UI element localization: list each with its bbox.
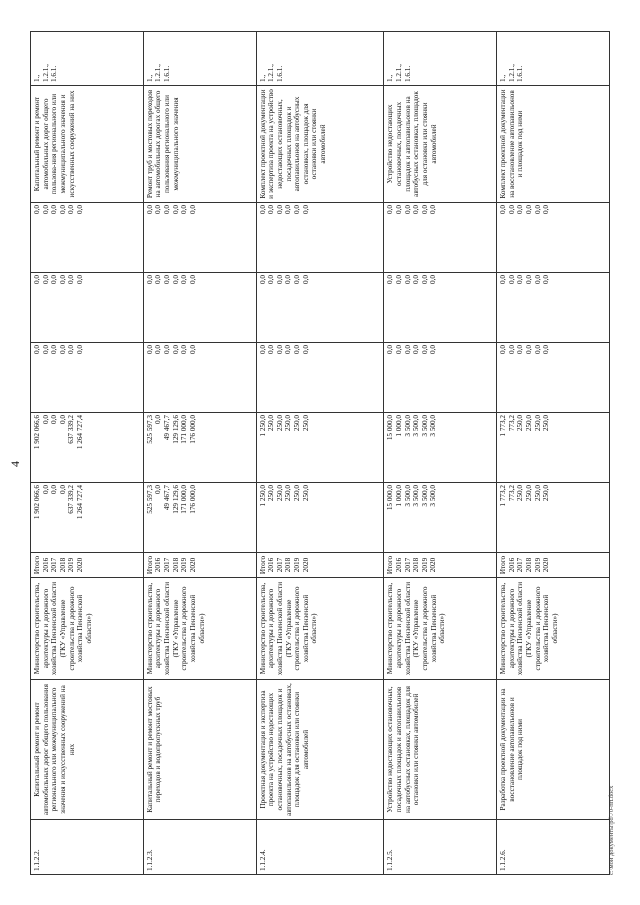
value: 1 250,0 [258, 485, 267, 507]
value: 0,0 [41, 205, 50, 214]
item-number: 1.1.2.4. [256, 820, 384, 875]
value: 1 773,2 [499, 415, 508, 437]
year-label: 2016 [154, 557, 163, 573]
value: 0,0 [50, 345, 59, 354]
value: 0,0 [293, 345, 301, 354]
item-number: 1.1.2.5. [384, 820, 497, 875]
years-list [499, 554, 551, 576]
expected-result: Комплект проектной документации на восстановление автопавильонов и площадок под ними [497, 86, 610, 203]
value: 0,0 [50, 275, 59, 284]
v4-list [386, 275, 438, 340]
value: 0,0 [533, 275, 542, 284]
value: 3 500,0 [429, 485, 438, 507]
value: 0,0 [420, 345, 429, 354]
v1-list [259, 485, 311, 550]
year-label: 2018 [171, 557, 180, 573]
value: 0,0 [507, 205, 516, 214]
value: 0,0 [499, 345, 508, 354]
value: 0,0 [516, 345, 525, 354]
value: 0,0 [171, 205, 180, 214]
value: 1 000,0 [394, 485, 403, 507]
year-label: 2018 [58, 557, 67, 573]
value: 0,0 [293, 205, 301, 214]
value: 0,0 [394, 205, 403, 214]
regional-budget-cell [256, 413, 384, 483]
activity-name: Капитальный ремонт и ремонт автомобильных дорог общего пользования регионального или межмуниципального значения и искусственных сооружений на них [31, 680, 144, 820]
local-budget-cell [256, 273, 384, 343]
link-list [386, 35, 412, 82]
activity-name: Устройство недостающих остановочных, посадочных площадок и автопавильонов на автобусных остановках, площадок для остановки или стоянки автомобилей [384, 680, 497, 820]
value: 250,0 [301, 415, 310, 432]
year-label: Итого [258, 555, 267, 575]
federal-budget-cell [31, 343, 144, 413]
link-list [499, 35, 525, 82]
value: 250,0 [293, 485, 301, 502]
value: 0,0 [188, 275, 197, 284]
total-funding-cell [31, 483, 144, 553]
value: 3 500,0 [412, 415, 421, 437]
indicator-link: 1.2.1., [41, 64, 50, 82]
indicator-link: 1., [499, 74, 508, 82]
value: 1 250,0 [258, 415, 267, 437]
value: 0,0 [499, 275, 508, 284]
value: 0,0 [75, 275, 84, 284]
indicator-link: 1.2.1., [154, 64, 163, 82]
v2-list [499, 415, 551, 480]
v3-list [33, 345, 85, 410]
value: 0,0 [301, 345, 310, 354]
value: 0,0 [33, 275, 41, 284]
value: 0,0 [145, 345, 154, 354]
indicator-link: 1.6.1. [163, 65, 171, 82]
value: 171 000,0 [180, 415, 189, 444]
v2-list [33, 415, 85, 480]
v5-list [499, 205, 551, 270]
value: 0,0 [301, 205, 310, 214]
year-label: 2017 [163, 557, 171, 573]
year-label: 2016 [394, 557, 403, 573]
v1-list [33, 485, 85, 550]
item-number: 1.1.2.2. [31, 820, 144, 875]
year-label: 2017 [403, 557, 412, 573]
value: 0,0 [301, 275, 310, 284]
value: 250,0 [524, 415, 533, 432]
executor: Министерство строительства, архитектуры и дорожного хозяйства Пензенской области (ГКУ «Управление строительства и дорожного хозяйства Пензенской области») [497, 578, 610, 680]
year-label: 2020 [429, 557, 438, 573]
activity-name: Капитальный ремонт и ремонт мостовых переходов и водопропускных труб [143, 680, 256, 820]
value: 0,0 [267, 205, 276, 214]
table-body [31, 32, 610, 875]
value: 0,0 [67, 345, 76, 354]
extrabudgetary-cell [31, 203, 144, 273]
year-label: Итого [386, 555, 395, 575]
years-cell [143, 553, 256, 578]
value: 250,0 [542, 485, 551, 502]
years-list [386, 554, 438, 576]
years-cell [384, 553, 497, 578]
value: 129 129,6 [171, 415, 180, 444]
value: 0,0 [275, 205, 284, 214]
year-label: Итого [33, 555, 41, 575]
value: 0,0 [188, 345, 197, 354]
value: 0,0 [154, 345, 163, 354]
value: 0,0 [284, 345, 293, 354]
value: 0,0 [58, 415, 67, 424]
extrabudgetary-cell [497, 203, 610, 273]
indicator-link: 1.6.1. [275, 65, 284, 82]
years-list [33, 554, 85, 576]
value: 0,0 [507, 345, 516, 354]
table-row [143, 32, 256, 875]
indicator-link: 1., [33, 74, 41, 82]
local-budget-cell [31, 273, 144, 343]
table-row [384, 32, 497, 875]
years-cell [31, 553, 144, 578]
table-row [497, 32, 610, 875]
value: 0,0 [516, 275, 525, 284]
total-funding-cell [497, 483, 610, 553]
value: 15 000,0 [386, 485, 395, 511]
value: 0,0 [524, 205, 533, 214]
value: 0,0 [67, 275, 76, 284]
value: 0,0 [50, 415, 59, 424]
value: 0,0 [386, 205, 395, 214]
value: 0,0 [429, 275, 438, 284]
link-list [259, 35, 285, 82]
indicator-link: 1., [258, 74, 267, 82]
table-row [31, 32, 144, 875]
years-list [259, 554, 311, 576]
value: 0,0 [180, 275, 189, 284]
year-label: 2016 [507, 557, 516, 573]
value: 171 000,0 [180, 485, 189, 514]
value: 0,0 [33, 345, 41, 354]
value: 0,0 [258, 205, 267, 214]
indicator-link: 1.6.1. [403, 65, 412, 82]
year-label: 2020 [75, 557, 84, 573]
value: 0,0 [516, 205, 525, 214]
value: 0,0 [163, 345, 171, 354]
activity-name: Проектная документация и экспертиза проекта на устройство недостающих остановочных, посадочных площадок и автопавильонов на автобусных остановках, площадок для остановки или стоянки автомобилей [256, 680, 384, 820]
value: 0,0 [41, 275, 50, 284]
indicator-link: 1., [145, 74, 154, 82]
v3-list [499, 345, 551, 410]
v1-list [386, 485, 438, 550]
value: 0,0 [507, 275, 516, 284]
regional-budget-cell [497, 413, 610, 483]
value: 0,0 [533, 205, 542, 214]
federal-budget-cell [256, 343, 384, 413]
indicator-link-cell [256, 32, 384, 86]
value: 3 500,0 [429, 415, 438, 437]
year-label: 2019 [180, 557, 189, 573]
value: 250,0 [533, 485, 542, 502]
expected-result: Капитальный ремонт и ремонт автомобильных дорог общего пользова-ния регионального или межмуниципального значения и искусственных сооружений на них [31, 86, 144, 203]
indicator-link: 1.6.1. [50, 65, 59, 82]
value: 0,0 [284, 275, 293, 284]
value: 0,0 [394, 275, 403, 284]
year-label: 2020 [188, 557, 197, 573]
value: 49 467,7 [163, 485, 171, 511]
year-label: 2018 [284, 557, 293, 573]
page-number: 4 [8, 461, 22, 467]
year-label: Итого [145, 555, 154, 575]
value: 0,0 [542, 345, 551, 354]
value: 0,0 [58, 485, 67, 494]
v1-list [146, 485, 198, 550]
value: 0,0 [420, 205, 429, 214]
total-funding-cell [256, 483, 384, 553]
year-label: 2020 [301, 557, 310, 573]
value: 3 500,0 [412, 485, 421, 507]
value: 3 500,0 [420, 415, 429, 437]
indicator-link-cell [31, 32, 144, 86]
indicator-link: 1.2.1., [394, 64, 403, 82]
expected-result: Ремонт труб и мостовых переходов на автомобильных дорогах общего пользования регионального или межмуниципального значения [143, 86, 256, 203]
value: 0,0 [403, 205, 412, 214]
federal-budget-cell [143, 343, 256, 413]
value: 250,0 [516, 415, 525, 432]
v4-list [146, 275, 198, 340]
value: 1 000,0 [394, 415, 403, 437]
value: 176 000,0 [188, 415, 197, 444]
local-budget-cell [384, 273, 497, 343]
value: 49 467,7 [163, 415, 171, 441]
value: 0,0 [33, 205, 41, 214]
value: 0,0 [67, 205, 76, 214]
value: 0,0 [75, 205, 84, 214]
value: 0,0 [163, 205, 171, 214]
value: 525 597,3 [145, 415, 154, 444]
value: 0,0 [412, 275, 421, 284]
value: 0,0 [429, 345, 438, 354]
value: 0,0 [542, 275, 551, 284]
value: 0,0 [58, 345, 67, 354]
value: 129 129,6 [171, 485, 180, 514]
value: 773,2 [507, 415, 516, 432]
item-number: 1.1.2.3. [143, 820, 256, 875]
value: 0,0 [75, 345, 84, 354]
regional-budget-cell [143, 413, 256, 483]
value: 0,0 [58, 275, 67, 284]
executor: Министерство строительства, архитектуры и дорожного хозяйства Пензенской области (ГКУ «Управление строительства и дорожного хозяйства Пензенской области») [143, 578, 256, 680]
total-funding-cell [384, 483, 497, 553]
executor: Министерство строительства, архитектуры и дорожного хозяйства Пензенской области (ГКУ «Управление строительства и дорожного хозяйства Пензенской области») [384, 578, 497, 680]
value: 3 500,0 [420, 485, 429, 507]
year-label: 2019 [293, 557, 301, 573]
v4-list [259, 275, 311, 340]
value: 176 000,0 [188, 485, 197, 514]
expected-result: Комплект проектной документации и экспертиза проекта на устройство недостающих остановочных, посадочных площадок и автопавильонов на автобусных остановках, площадок для остановки или стоянки автомобилей [256, 86, 384, 203]
value: 1 773,2 [499, 485, 508, 507]
value: 1 264 727,4 [75, 415, 84, 450]
value: 250,0 [542, 415, 551, 432]
years-cell [497, 553, 610, 578]
value: 0,0 [180, 205, 189, 214]
v5-list [386, 205, 438, 270]
years-cell [256, 553, 384, 578]
value: 0,0 [180, 345, 189, 354]
year-label: Итого [499, 555, 508, 575]
indicator-link-cell [497, 32, 610, 86]
value: 0,0 [258, 345, 267, 354]
value: 0,0 [267, 275, 276, 284]
value: 250,0 [293, 415, 301, 432]
v1-list [499, 485, 551, 550]
value: 0,0 [524, 345, 533, 354]
value: 0,0 [41, 345, 50, 354]
value: 0,0 [284, 205, 293, 214]
federal-budget-cell [497, 343, 610, 413]
value: 1 902 066,6 [33, 415, 41, 450]
v5-list [33, 205, 85, 270]
value: 0,0 [429, 205, 438, 214]
value: 250,0 [516, 485, 525, 502]
value: 0,0 [154, 275, 163, 284]
value: 250,0 [284, 415, 293, 432]
local-budget-cell [497, 273, 610, 343]
value: 250,0 [533, 415, 542, 432]
value: 0,0 [499, 205, 508, 214]
years-list [146, 554, 198, 576]
value: 0,0 [542, 205, 551, 214]
value: 0,0 [50, 485, 59, 494]
indicator-link: 1.2.1., [507, 64, 516, 82]
year-label: 2019 [67, 557, 76, 573]
value: 0,0 [524, 275, 533, 284]
value: 0,0 [275, 275, 284, 284]
value: 0,0 [403, 345, 412, 354]
link-list [33, 35, 59, 82]
year-label: 2019 [533, 557, 542, 573]
value: 250,0 [524, 485, 533, 502]
regional-budget-cell [31, 413, 144, 483]
v3-list [146, 345, 198, 410]
expected-result: Устройство недостающих остановочных, посадочных площадок и автопавильонов на автобусных остановках, площадок для остановки или стоянки автомобилей [384, 86, 497, 203]
value: 0,0 [171, 275, 180, 284]
value: 250,0 [275, 415, 284, 432]
v2-list [259, 415, 311, 480]
table-row [256, 32, 384, 875]
value: 0,0 [403, 275, 412, 284]
value: 0,0 [145, 275, 154, 284]
indicator-link: 1.6.1. [516, 65, 525, 82]
value: 773,2 [507, 485, 516, 502]
value: 0,0 [145, 205, 154, 214]
value: 637 339,2 [67, 415, 76, 444]
value: 0,0 [154, 205, 163, 214]
regional-budget-cell [384, 413, 497, 483]
v5-list [146, 205, 198, 270]
value: 0,0 [394, 345, 403, 354]
federal-budget-cell [384, 343, 497, 413]
value: 0,0 [163, 275, 171, 284]
value: 0,0 [41, 485, 50, 494]
value: 1 264 727,4 [75, 485, 84, 520]
value: 0,0 [188, 205, 197, 214]
year-label: 2017 [275, 557, 284, 573]
value: 0,0 [171, 345, 180, 354]
value: 250,0 [267, 415, 276, 432]
program-activities-table [30, 31, 610, 875]
v2-list [386, 415, 438, 480]
total-funding-cell [143, 483, 256, 553]
footer-file-path: c:\мои документы\pd\70-пп.docx [608, 785, 615, 875]
v2-list [146, 415, 198, 480]
year-label: 2017 [516, 557, 525, 573]
item-number: 1.1.2.6. [497, 820, 610, 875]
value: 525 597,3 [145, 485, 154, 514]
year-label: 2016 [267, 557, 276, 573]
value: 250,0 [301, 485, 310, 502]
value: 0,0 [386, 275, 395, 284]
year-label: 2019 [420, 557, 429, 573]
v3-list [259, 345, 311, 410]
executor: Министерство строительства, архитектуры и дорожного хозяйства Пензенской области (ГКУ «Управление строительства и дорожного хозяйства Пензенской области») [256, 578, 384, 680]
value: 0,0 [258, 275, 267, 284]
year-label: 2020 [542, 557, 551, 573]
value: 0,0 [50, 205, 59, 214]
indicator-link: 1.2.1., [267, 64, 276, 82]
value: 250,0 [267, 485, 276, 502]
value: 0,0 [275, 345, 284, 354]
indicator-link-cell [384, 32, 497, 86]
local-budget-cell [143, 273, 256, 343]
value: 3 500,0 [403, 485, 412, 507]
value: 0,0 [154, 415, 163, 424]
extrabudgetary-cell [256, 203, 384, 273]
value: 0,0 [420, 275, 429, 284]
value: 250,0 [284, 485, 293, 502]
v4-list [499, 275, 551, 340]
extrabudgetary-cell [384, 203, 497, 273]
v5-list [259, 205, 311, 270]
indicator-link-cell [143, 32, 256, 86]
v4-list [33, 275, 85, 340]
value: 0,0 [293, 275, 301, 284]
year-label: 2018 [524, 557, 533, 573]
v3-list [386, 345, 438, 410]
link-list [146, 35, 172, 82]
activity-name: Разработка проектной документации на восстановление автопавильонов и площадок под ними [497, 680, 610, 820]
value: 0,0 [412, 345, 421, 354]
value: 0,0 [386, 345, 395, 354]
value: 0,0 [412, 205, 421, 214]
value: 0,0 [154, 485, 163, 494]
year-label: 2018 [412, 557, 421, 573]
year-label: 2017 [50, 557, 59, 573]
year-label: 2016 [41, 557, 50, 573]
indicator-link: 1., [386, 74, 395, 82]
value: 0,0 [533, 345, 542, 354]
value: 3 500,0 [403, 415, 412, 437]
value: 0,0 [58, 205, 67, 214]
extrabudgetary-cell [143, 203, 256, 273]
value: 250,0 [275, 485, 284, 502]
value: 637 339,2 [67, 485, 76, 514]
value: 0,0 [267, 345, 276, 354]
value: 15 000,0 [386, 415, 395, 441]
executor: Министерство строительства, архитектуры и дорожного хозяйства Пензенской области (ГКУ «Управление строительства и дорожного хозяйства Пензенской области») [31, 578, 144, 680]
value: 1 902 066,6 [33, 485, 41, 520]
value: 0,0 [41, 415, 50, 424]
